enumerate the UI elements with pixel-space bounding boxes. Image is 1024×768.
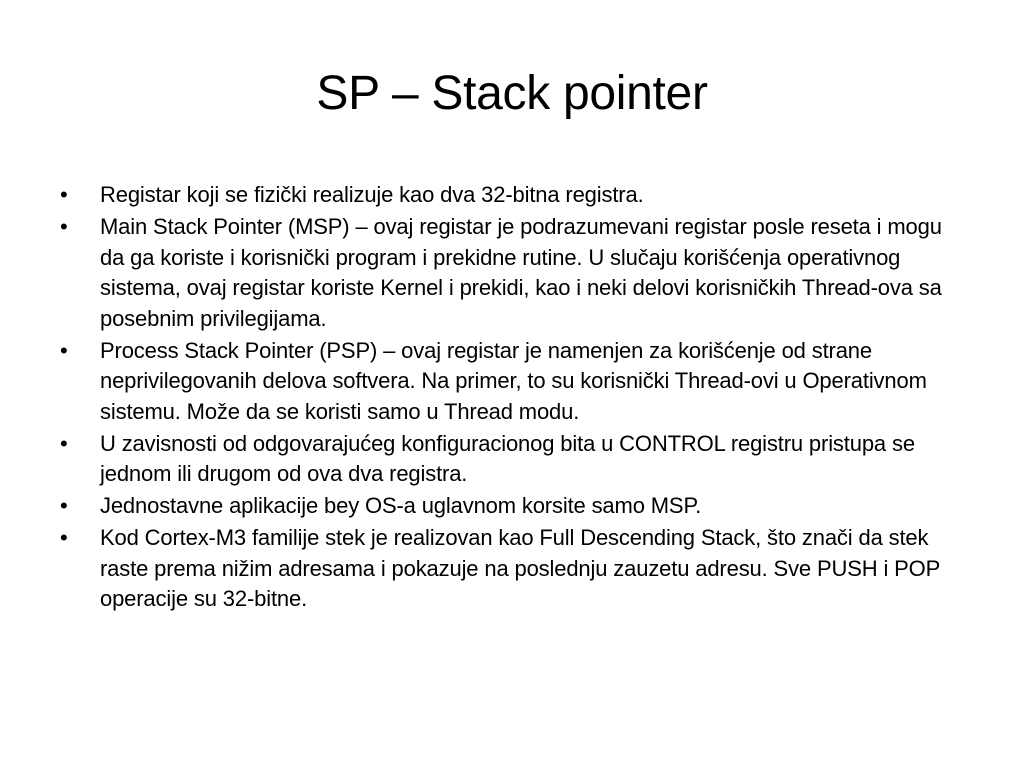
bullet-text: U zavisnosti od odgovarajućeg konfiguracionog bita u CONTROL registru pristupa se jednom ili drugom od ova dva registra. [100,430,915,486]
bullet-text: Registar koji se fizički realizuje kao dva 32-bitna registra. [100,182,644,207]
bullet-list [58,180,970,616]
bullet-dot-icon: • [60,337,68,363]
slide-title: SP – Stack pointer [316,67,708,120]
bullet-dot-icon: • [60,525,68,550]
bullet-item [58,523,970,615]
bullet-dot-icon: • [60,214,68,239]
bullet-text: Jednostavne aplikacije bey OS-a uglavnom korsite samo MSP. [100,493,702,518]
bullet-item [58,212,970,334]
bullet-dot-icon: • [60,182,68,207]
bullet-item [58,429,970,490]
bullet-text: Main Stack Pointer (MSP) – ovaj registar je podrazumevani registar posle reseta i mogu da ga koriste i korisnički program i prekidne rutine. U slučaju korišćenja operativnog sistema, ovaj registar koriste Kernel i prekidi, kao i neki delovi korisničkih Thread-ova sa posebnim privilegijama. [100,214,942,331]
bullet-text: Kod Cortex-M3 familije stek je realizovan kao Full Descending Stack, što znači da stek raste prema nižim adresama i pokazuje na poslednju zauzetu adresu. Sve PUSH i POP operacije su 32-bitne. [100,525,940,611]
bullet-text: Process Stack Pointer (PSP) – ovaj registar je namenjen za korišćenje od strane neprivilegovanih delova softvera. Na primer, to su korisnički Thread-ovi u Operativnom sistemu. Može da se koristi samo u Thread modu. [100,337,927,424]
bullet-item [58,491,970,522]
bullet-item [58,180,970,211]
bullet-item [58,336,970,428]
bullet-dot-icon: • [60,430,68,456]
bullet-dot-icon: • [60,493,68,518]
